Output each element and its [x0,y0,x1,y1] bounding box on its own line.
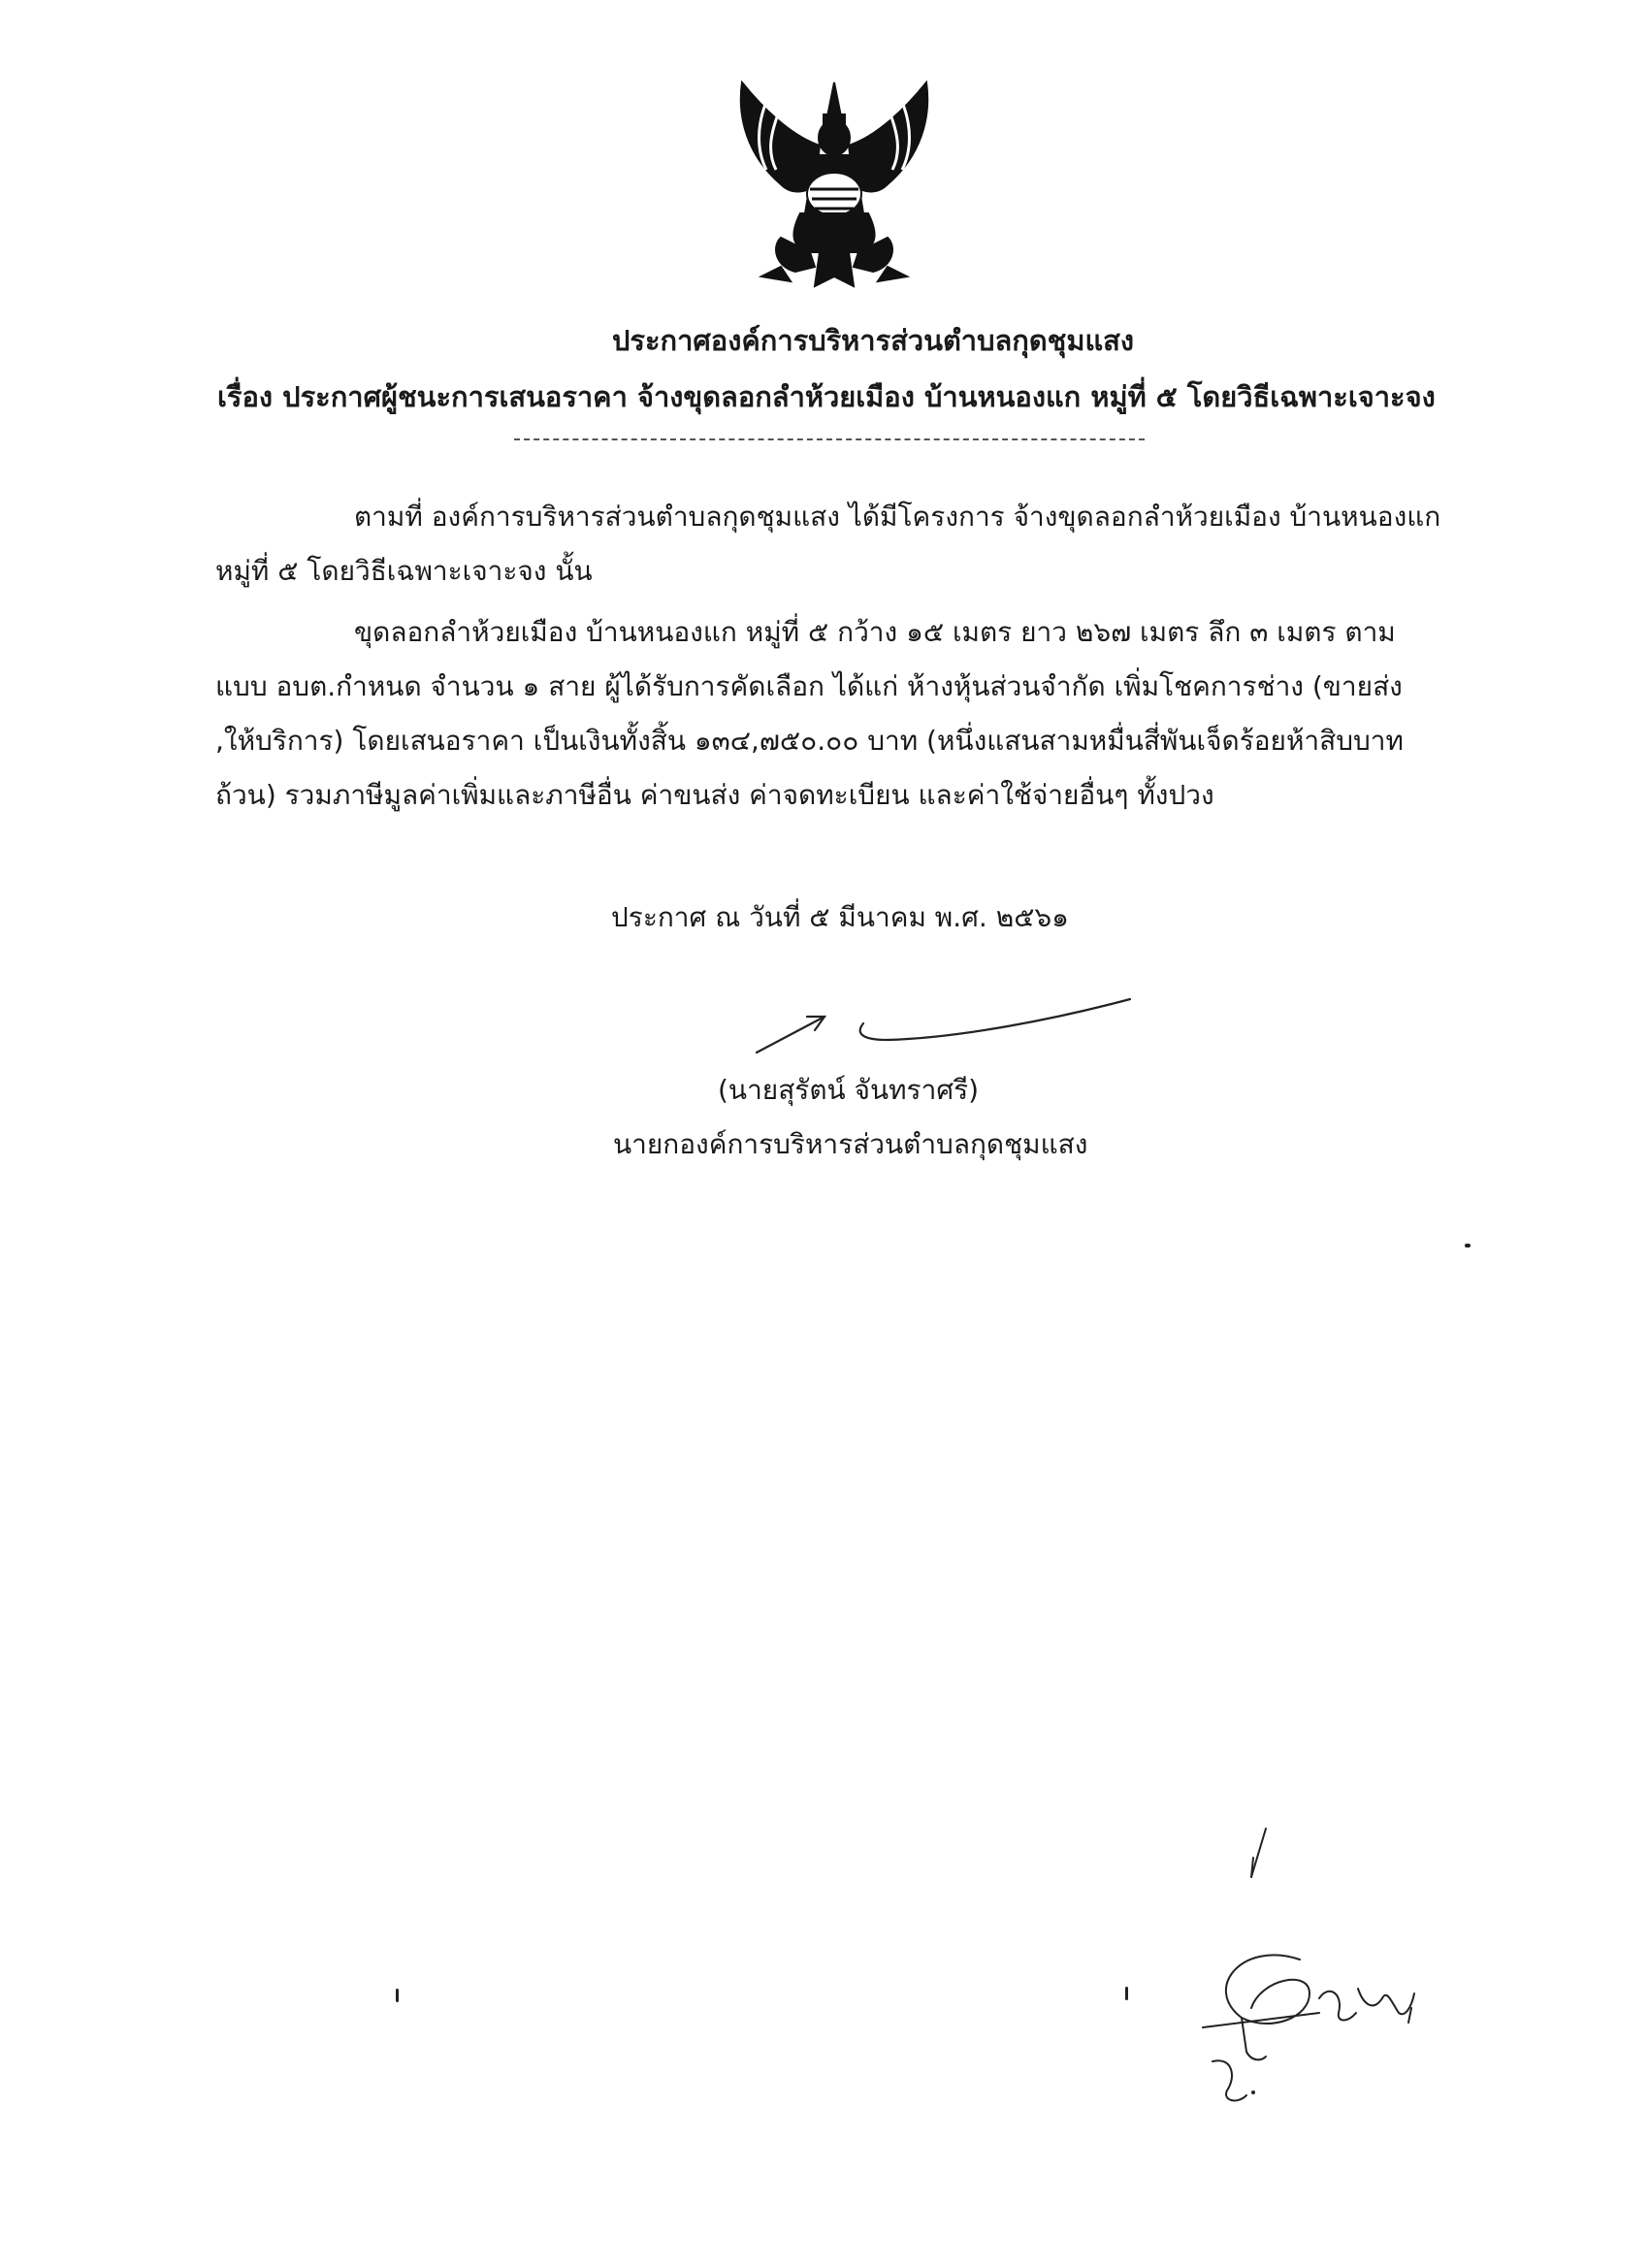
divider [514,438,1145,440]
handwritten-initials [1183,1824,1474,2144]
scan-speck [1125,1987,1128,2000]
announcement-title: ประกาศองค์การบริหารส่วนตำบลกุดชุมแสง [611,324,1134,357]
announcement-subject: เรื่อง ประกาศผู้ชนะการเสนอราคา จ้างขุดลอกลำห้วยเมือง บ้านหนองแก หมู่ที่ ๕ โดยวิธีเฉพาะเจาะจง [217,380,1436,413]
announcement-date: ประกาศ ณ วันที่ ๕ มีนาคม พ.ศ. ๒๕๖๑ [611,901,1069,933]
paragraph-2-line-4: ถ้วน) รวมภาษีมูลค่าเพิ่มและภาษีอื่น ค่าขนส่ง ค่าจดทะเบียน และค่าใช้จ่ายอื่นๆ ทั้งปวง [215,779,1214,811]
scan-speck [1251,2090,1255,2094]
paragraph-1-line-1: ตามที่ องค์การบริหารส่วนตำบลกุดชุมแสง ได้มีโครงการ จ้างขุดลอกลำห้วยเมือง บ้านหนองแก [354,501,1441,533]
paragraph-2-line-1: ขุดลอกลำห้วยเมือง บ้านหนองแก หมู่ที่ ๕ กว้าง ๑๕ เมตร ยาว ๒๖๗ เมตร ลึก ๓ เมตร ตาม [354,616,1396,648]
scan-speck [396,1989,399,2002]
paragraph-2-line-3: ,ให้บริการ) โดยเสนอราคา เป็นเงินทั้งสิ้น ๑๓๔,๗๕๐.๐๐ บาท (หนึ่งแสนสามหมื่นสี่พันเจ็ดร้อยห้าสิบบาท [215,725,1404,757]
garuda-emblem-icon [723,78,946,301]
handwritten-signature [747,980,1154,1077]
paragraph-2-line-2: แบบ อบต.กำหนด จำนวน ๑ สาย ผู้ได้รับการคัดเลือก ได้แก่ ห้างหุ้นส่วนจำกัด เพิ่มโชคการช่าง (ขายส่ง [215,670,1403,702]
paragraph-1-line-2: หมู่ที่ ๕ โดยวิธีเฉพาะเจาะจง นั้น [215,555,593,587]
scan-speck [1465,1244,1471,1247]
signatory-name: (นายสุรัตน์ จันทราศรี) [718,1074,980,1106]
signatory-position: นายกองค์การบริหารส่วนตำบลกุดชุมแสง [613,1128,1088,1160]
